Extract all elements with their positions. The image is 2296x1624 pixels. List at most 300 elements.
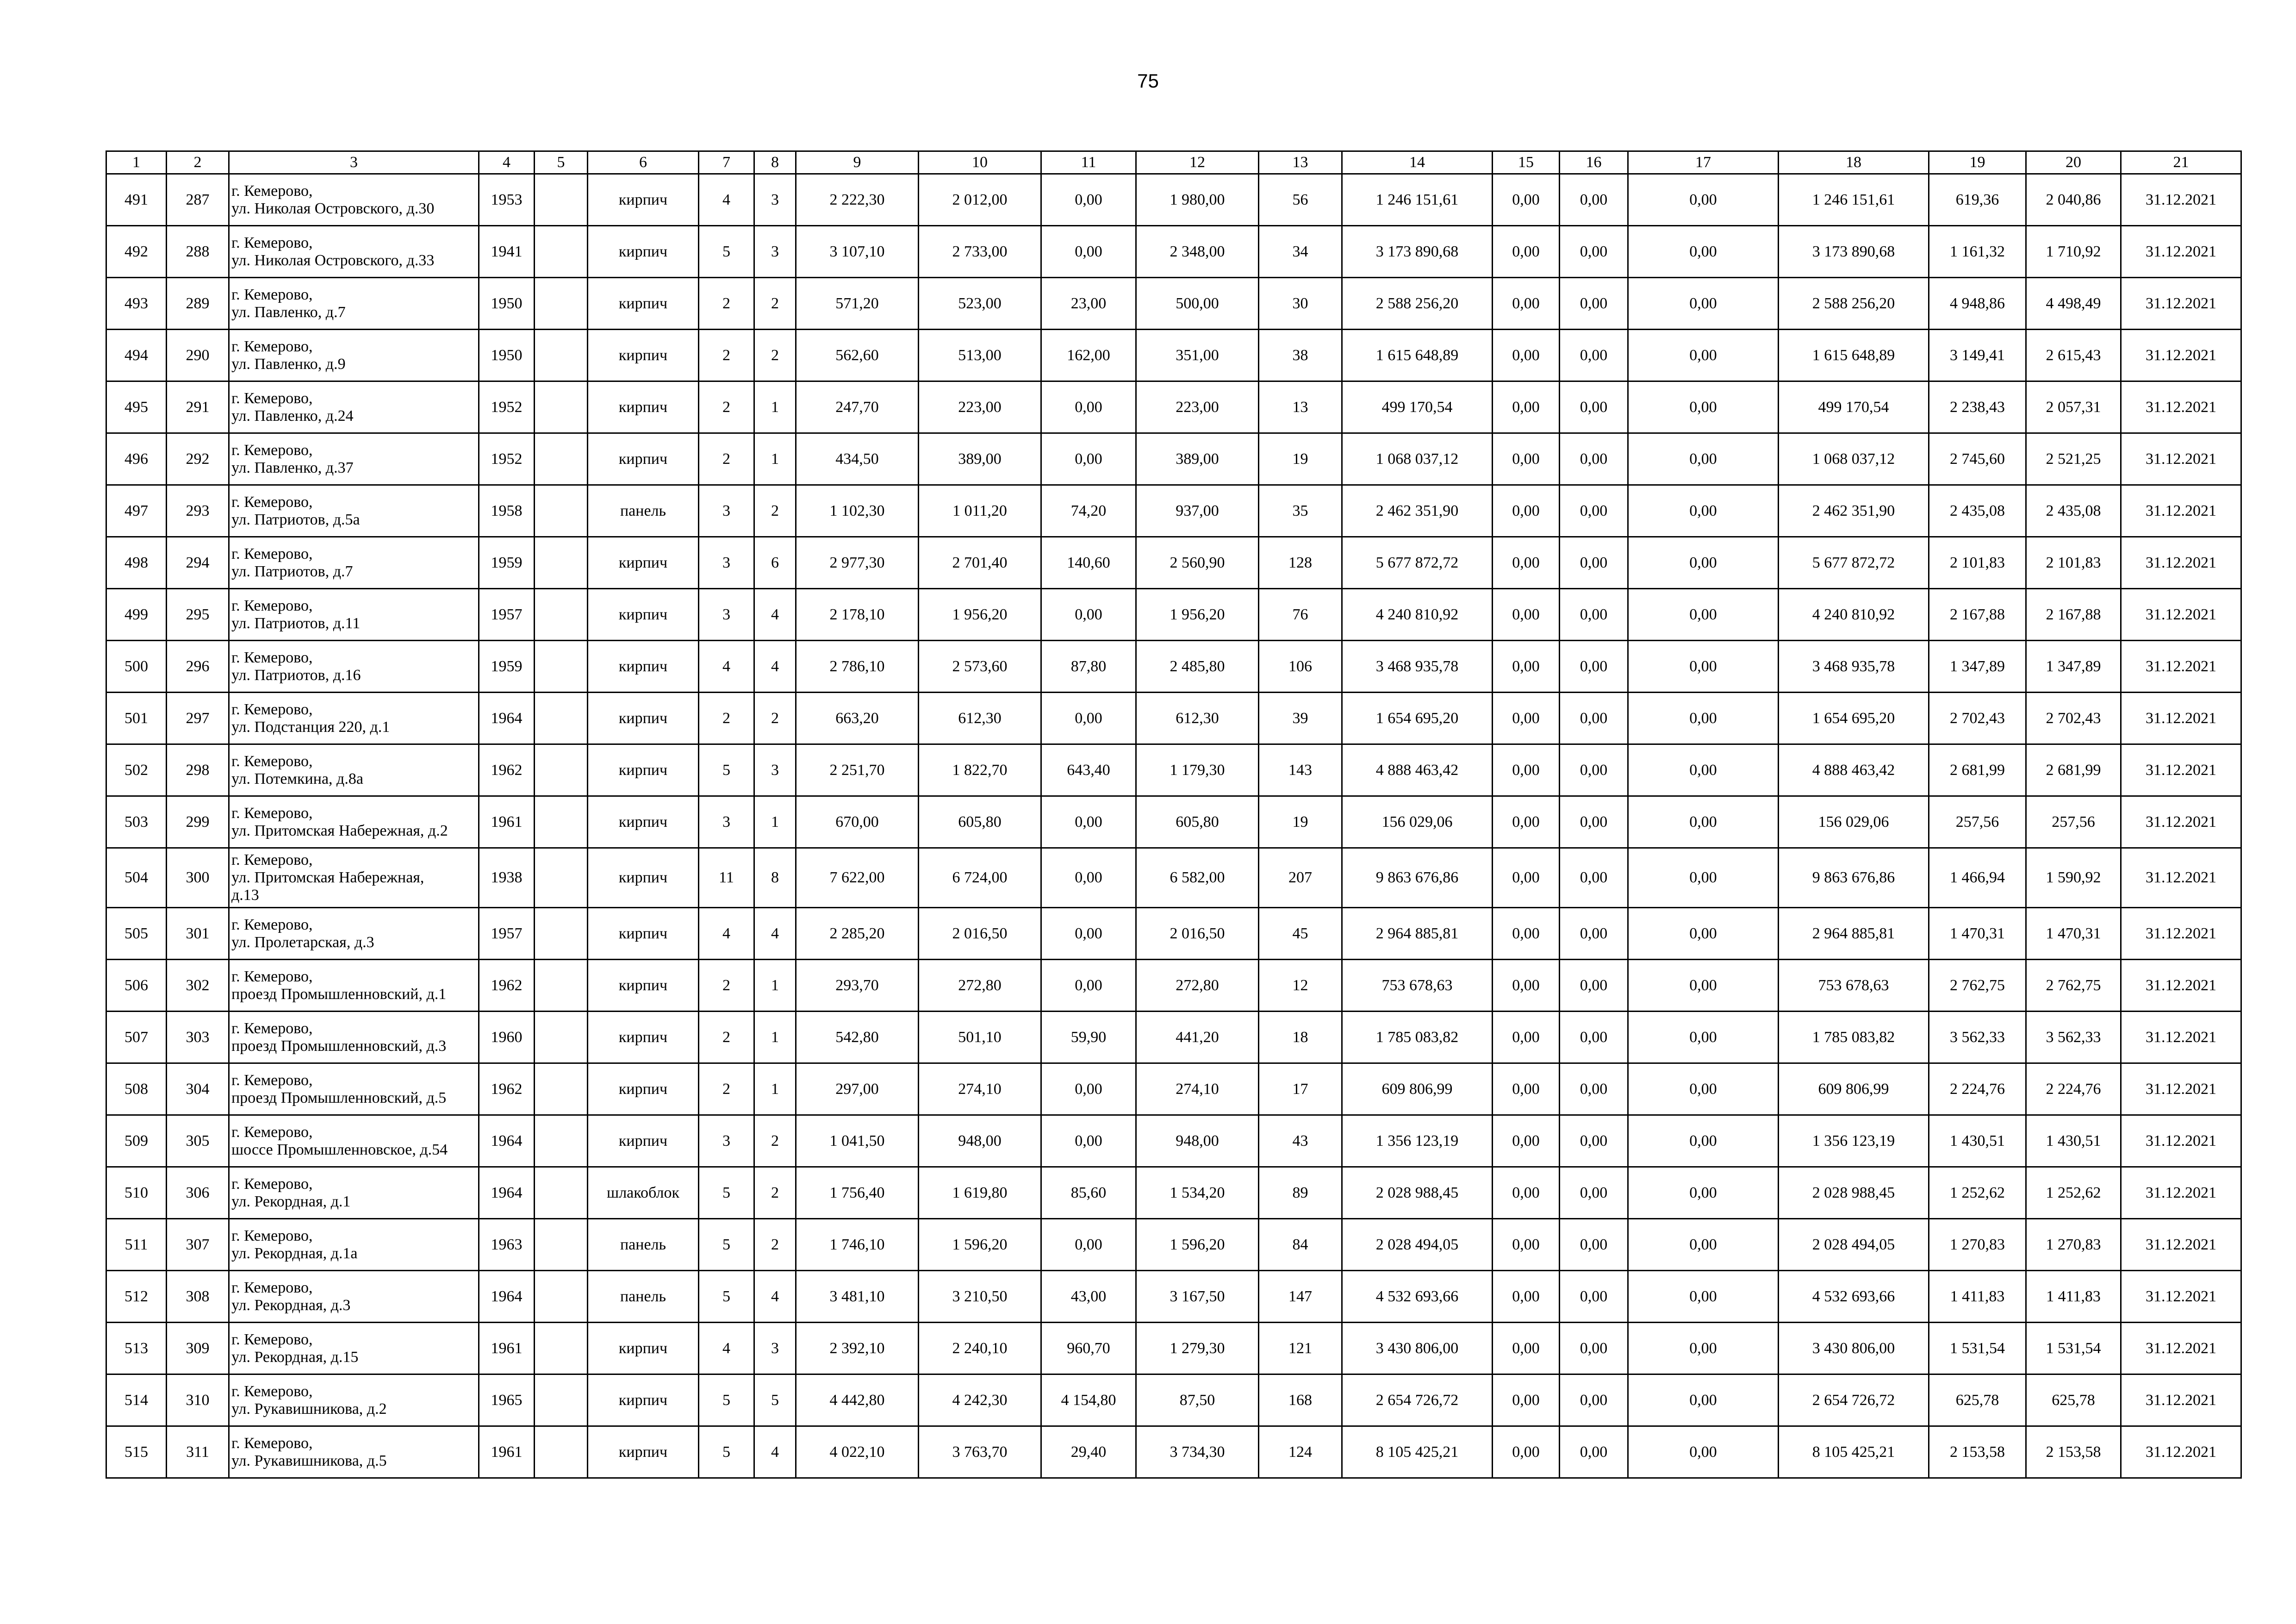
cell-col-8: 2 xyxy=(754,1167,796,1219)
cell-col-11: 85,60 xyxy=(1041,1167,1136,1219)
cell-col-17: 0,00 xyxy=(1628,848,1779,908)
cell-col-21: 31.12.2021 xyxy=(2121,433,2241,485)
cell-col-4: 1964 xyxy=(479,1167,535,1219)
cell-col-9: 1 041,50 xyxy=(796,1115,919,1167)
address-line: ул. Рукавишникова, д.2 xyxy=(231,1400,387,1418)
cell-col-5 xyxy=(535,1323,588,1374)
cell-col-8: 4 xyxy=(754,1271,796,1323)
address-line: ул. Патриотов, д.16 xyxy=(231,666,361,684)
table-row xyxy=(106,693,2241,744)
cell-col-7: 2 xyxy=(699,433,754,485)
column-header-15: 15 xyxy=(1493,151,1560,174)
cell-col-10: 274,10 xyxy=(919,1063,1041,1115)
address-line: г. Кемерово, xyxy=(231,1019,313,1037)
cell-col-1: 514 xyxy=(106,1374,167,1426)
cell-col-20: 2 702,43 xyxy=(2026,693,2121,744)
table-row xyxy=(106,381,2241,433)
cell-col-13: 56 xyxy=(1259,174,1342,226)
cell-col-1: 501 xyxy=(106,693,167,744)
cell-col-4: 1953 xyxy=(479,174,535,226)
cell-col-20: 2 615,43 xyxy=(2026,330,2121,381)
cell-col-9: 2 222,30 xyxy=(796,174,919,226)
address-line: д.13 xyxy=(231,887,259,904)
address-line: проезд Промышленновский, д.5 xyxy=(231,1089,447,1106)
cell-col-12: 2 016,50 xyxy=(1136,908,1259,960)
cell-col-14: 156 029,06 xyxy=(1342,796,1493,848)
cell-col-7: 2 xyxy=(699,1012,754,1063)
cell-col-9: 247,70 xyxy=(796,381,919,433)
cell-col-1: 496 xyxy=(106,433,167,485)
cell-col-9: 1 756,40 xyxy=(796,1167,919,1219)
cell-col-17: 0,00 xyxy=(1628,226,1779,278)
address-line: г. Кемерово, xyxy=(231,968,313,985)
address-cell xyxy=(229,174,479,226)
cell-col-15: 0,00 xyxy=(1493,537,1560,589)
cell-col-1: 497 xyxy=(106,485,167,537)
cell-col-6: кирпич xyxy=(588,1115,699,1167)
cell-col-11: 0,00 xyxy=(1041,174,1136,226)
cell-col-7: 2 xyxy=(699,330,754,381)
cell-col-9: 4 442,80 xyxy=(796,1374,919,1426)
address-cell xyxy=(229,641,479,693)
cell-col-21: 31.12.2021 xyxy=(2121,174,2241,226)
cell-col-19: 2 762,75 xyxy=(1929,960,2026,1012)
cell-col-1: 507 xyxy=(106,1012,167,1063)
column-header-19: 19 xyxy=(1929,151,2026,174)
cell-col-13: 43 xyxy=(1259,1115,1342,1167)
cell-col-4: 1961 xyxy=(479,1426,535,1478)
table-row xyxy=(106,908,2241,960)
cell-col-16: 0,00 xyxy=(1560,1012,1628,1063)
address-line: шоссе Промышленновское, д.54 xyxy=(231,1141,448,1158)
address-line: г. Кемерово, xyxy=(231,234,313,251)
cell-col-2: 295 xyxy=(167,589,229,641)
cell-col-19: 3 562,33 xyxy=(1929,1012,2026,1063)
cell-col-9: 434,50 xyxy=(796,433,919,485)
column-header-13: 13 xyxy=(1259,151,1342,174)
cell-col-15: 0,00 xyxy=(1493,1374,1560,1426)
cell-col-15: 0,00 xyxy=(1493,1012,1560,1063)
address-cell xyxy=(229,796,479,848)
cell-col-13: 124 xyxy=(1259,1426,1342,1478)
address-cell xyxy=(229,485,479,537)
cell-col-12: 1 980,00 xyxy=(1136,174,1259,226)
cell-col-2: 300 xyxy=(167,848,229,908)
cell-col-13: 168 xyxy=(1259,1374,1342,1426)
cell-col-1: 504 xyxy=(106,848,167,908)
cell-col-5 xyxy=(535,960,588,1012)
column-header-3: 3 xyxy=(229,151,479,174)
cell-col-11: 74,20 xyxy=(1041,485,1136,537)
cell-col-2: 288 xyxy=(167,226,229,278)
cell-col-12: 1 534,20 xyxy=(1136,1167,1259,1219)
cell-col-10: 2 240,10 xyxy=(919,1323,1041,1374)
cell-col-7: 3 xyxy=(699,537,754,589)
cell-col-17: 0,00 xyxy=(1628,1323,1779,1374)
table-row xyxy=(106,1219,2241,1271)
cell-col-7: 2 xyxy=(699,960,754,1012)
cell-col-19: 4 948,86 xyxy=(1929,278,2026,330)
cell-col-11: 23,00 xyxy=(1041,278,1136,330)
cell-col-17: 0,00 xyxy=(1628,960,1779,1012)
cell-col-18: 2 588 256,20 xyxy=(1779,278,1929,330)
cell-col-21: 31.12.2021 xyxy=(2121,641,2241,693)
cell-col-12: 3 167,50 xyxy=(1136,1271,1259,1323)
cell-col-14: 2 462 351,90 xyxy=(1342,485,1493,537)
cell-col-13: 84 xyxy=(1259,1219,1342,1271)
cell-col-4: 1962 xyxy=(479,744,535,796)
cell-col-18: 4 240 810,92 xyxy=(1779,589,1929,641)
cell-col-16: 0,00 xyxy=(1560,641,1628,693)
cell-col-4: 1962 xyxy=(479,960,535,1012)
address-line: ул. Николая Островского, д.30 xyxy=(231,200,435,217)
cell-col-16: 0,00 xyxy=(1560,848,1628,908)
cell-col-9: 4 022,10 xyxy=(796,1426,919,1478)
address-cell xyxy=(229,1426,479,1478)
cell-col-14: 5 677 872,72 xyxy=(1342,537,1493,589)
address-line: ул. Подстанция 220, д.1 xyxy=(231,718,390,736)
cell-col-10: 6 724,00 xyxy=(919,848,1041,908)
cell-col-5 xyxy=(535,1063,588,1115)
cell-col-21: 31.12.2021 xyxy=(2121,485,2241,537)
table-row xyxy=(106,537,2241,589)
address-cell xyxy=(229,278,479,330)
cell-col-16: 0,00 xyxy=(1560,744,1628,796)
cell-col-6: кирпич xyxy=(588,1063,699,1115)
cell-col-6: панель xyxy=(588,1219,699,1271)
cell-col-6: кирпич xyxy=(588,278,699,330)
table-row xyxy=(106,330,2241,381)
cell-col-11: 643,40 xyxy=(1041,744,1136,796)
cell-col-6: кирпич xyxy=(588,1374,699,1426)
address-line: г. Кемерово, xyxy=(231,1123,313,1141)
table-row xyxy=(106,1271,2241,1323)
address-line: ул. Николая Островского, д.33 xyxy=(231,251,435,269)
address-line: г. Кемерово, xyxy=(231,1175,313,1193)
column-header-18: 18 xyxy=(1779,151,1929,174)
cell-col-7: 3 xyxy=(699,1115,754,1167)
cell-col-19: 2 435,08 xyxy=(1929,485,2026,537)
cell-col-6: кирпич xyxy=(588,796,699,848)
cell-col-9: 1 102,30 xyxy=(796,485,919,537)
cell-col-9: 663,20 xyxy=(796,693,919,744)
cell-col-4: 1941 xyxy=(479,226,535,278)
cell-col-12: 2 348,00 xyxy=(1136,226,1259,278)
cell-col-2: 306 xyxy=(167,1167,229,1219)
address-cell xyxy=(229,1167,479,1219)
cell-col-8: 2 xyxy=(754,330,796,381)
cell-col-4: 1961 xyxy=(479,796,535,848)
cell-col-8: 3 xyxy=(754,226,796,278)
cell-col-5 xyxy=(535,485,588,537)
cell-col-19: 2 681,99 xyxy=(1929,744,2026,796)
cell-col-19: 1 470,31 xyxy=(1929,908,2026,960)
cell-col-11: 0,00 xyxy=(1041,589,1136,641)
cell-col-21: 31.12.2021 xyxy=(2121,744,2241,796)
cell-col-16: 0,00 xyxy=(1560,226,1628,278)
address-line: г. Кемерово, xyxy=(231,1382,313,1400)
cell-col-10: 612,30 xyxy=(919,693,1041,744)
cell-col-19: 257,56 xyxy=(1929,796,2026,848)
cell-col-5 xyxy=(535,433,588,485)
cell-col-12: 500,00 xyxy=(1136,278,1259,330)
column-header-17: 17 xyxy=(1628,151,1779,174)
cell-col-19: 2 702,43 xyxy=(1929,693,2026,744)
cell-col-5 xyxy=(535,381,588,433)
cell-col-4: 1958 xyxy=(479,485,535,537)
cell-col-16: 0,00 xyxy=(1560,1167,1628,1219)
cell-col-12: 605,80 xyxy=(1136,796,1259,848)
cell-col-15: 0,00 xyxy=(1493,693,1560,744)
cell-col-1: 502 xyxy=(106,744,167,796)
cell-col-20: 1 531,54 xyxy=(2026,1323,2121,1374)
cell-col-1: 513 xyxy=(106,1323,167,1374)
table-row xyxy=(106,485,2241,537)
cell-col-1: 503 xyxy=(106,796,167,848)
cell-col-2: 299 xyxy=(167,796,229,848)
cell-col-12: 351,00 xyxy=(1136,330,1259,381)
cell-col-12: 1 179,30 xyxy=(1136,744,1259,796)
cell-col-16: 0,00 xyxy=(1560,908,1628,960)
cell-col-6: кирпич xyxy=(588,693,699,744)
cell-col-13: 18 xyxy=(1259,1012,1342,1063)
cell-col-15: 0,00 xyxy=(1493,796,1560,848)
cell-col-2: 309 xyxy=(167,1323,229,1374)
column-header-8: 8 xyxy=(754,151,796,174)
cell-col-20: 4 498,49 xyxy=(2026,278,2121,330)
cell-col-18: 2 964 885,81 xyxy=(1779,908,1929,960)
table-row xyxy=(106,1323,2241,1374)
cell-col-15: 0,00 xyxy=(1493,330,1560,381)
cell-col-5 xyxy=(535,641,588,693)
cell-col-12: 1 279,30 xyxy=(1136,1323,1259,1374)
cell-col-17: 0,00 xyxy=(1628,1063,1779,1115)
cell-col-18: 2 028 988,45 xyxy=(1779,1167,1929,1219)
cell-col-9: 542,80 xyxy=(796,1012,919,1063)
address-line: ул. Рекордная, д.15 xyxy=(231,1348,359,1366)
cell-col-11: 140,60 xyxy=(1041,537,1136,589)
cell-col-19: 2 224,76 xyxy=(1929,1063,2026,1115)
address-line: г. Кемерово, xyxy=(231,1434,313,1452)
address-cell xyxy=(229,330,479,381)
cell-col-11: 0,00 xyxy=(1041,796,1136,848)
cell-col-8: 4 xyxy=(754,908,796,960)
cell-col-10: 1 619,80 xyxy=(919,1167,1041,1219)
cell-col-1: 508 xyxy=(106,1063,167,1115)
cell-col-18: 1 356 123,19 xyxy=(1779,1115,1929,1167)
cell-col-12: 2 560,90 xyxy=(1136,537,1259,589)
address-line: г. Кемерово, xyxy=(231,389,313,407)
cell-col-13: 76 xyxy=(1259,589,1342,641)
cell-col-1: 512 xyxy=(106,1271,167,1323)
cell-col-9: 571,20 xyxy=(796,278,919,330)
cell-col-1: 499 xyxy=(106,589,167,641)
cell-col-8: 4 xyxy=(754,1426,796,1478)
cell-col-10: 3 763,70 xyxy=(919,1426,1041,1478)
cell-col-10: 223,00 xyxy=(919,381,1041,433)
cell-col-2: 298 xyxy=(167,744,229,796)
cell-col-19: 2 167,88 xyxy=(1929,589,2026,641)
address-cell xyxy=(229,1374,479,1426)
cell-col-16: 0,00 xyxy=(1560,433,1628,485)
cell-col-2: 311 xyxy=(167,1426,229,1478)
cell-col-15: 0,00 xyxy=(1493,641,1560,693)
cell-col-4: 1961 xyxy=(479,1323,535,1374)
cell-col-20: 2 101,83 xyxy=(2026,537,2121,589)
address-line: ул. Павленко, д.9 xyxy=(231,355,346,373)
cell-col-2: 291 xyxy=(167,381,229,433)
cell-col-11: 0,00 xyxy=(1041,433,1136,485)
cell-col-11: 0,00 xyxy=(1041,381,1136,433)
cell-col-7: 4 xyxy=(699,641,754,693)
cell-col-15: 0,00 xyxy=(1493,174,1560,226)
cell-col-2: 296 xyxy=(167,641,229,693)
cell-col-19: 1 466,94 xyxy=(1929,848,2026,908)
column-header-10: 10 xyxy=(919,151,1041,174)
cell-col-7: 5 xyxy=(699,226,754,278)
cell-col-17: 0,00 xyxy=(1628,174,1779,226)
cell-col-14: 3 430 806,00 xyxy=(1342,1323,1493,1374)
cell-col-20: 2 435,08 xyxy=(2026,485,2121,537)
address-cell xyxy=(229,589,479,641)
column-header-20: 20 xyxy=(2026,151,2121,174)
cell-col-5 xyxy=(535,1219,588,1271)
cell-col-17: 0,00 xyxy=(1628,796,1779,848)
cell-col-21: 31.12.2021 xyxy=(2121,693,2241,744)
cell-col-7: 4 xyxy=(699,908,754,960)
address-cell xyxy=(229,1271,479,1323)
cell-col-20: 1 347,89 xyxy=(2026,641,2121,693)
cell-col-10: 272,80 xyxy=(919,960,1041,1012)
cell-col-17: 0,00 xyxy=(1628,693,1779,744)
cell-col-21: 31.12.2021 xyxy=(2121,1271,2241,1323)
cell-col-6: кирпич xyxy=(588,433,699,485)
cell-col-18: 9 863 676,86 xyxy=(1779,848,1929,908)
table-row xyxy=(106,744,2241,796)
cell-col-12: 3 734,30 xyxy=(1136,1426,1259,1478)
cell-col-8: 6 xyxy=(754,537,796,589)
cell-col-15: 0,00 xyxy=(1493,1063,1560,1115)
cell-col-13: 121 xyxy=(1259,1323,1342,1374)
cell-col-10: 1 596,20 xyxy=(919,1219,1041,1271)
cell-col-2: 310 xyxy=(167,1374,229,1426)
cell-col-14: 4 888 463,42 xyxy=(1342,744,1493,796)
cell-col-16: 0,00 xyxy=(1560,1219,1628,1271)
cell-col-14: 4 532 693,66 xyxy=(1342,1271,1493,1323)
cell-col-13: 13 xyxy=(1259,381,1342,433)
address-line: г. Кемерово, xyxy=(231,1279,313,1296)
cell-col-10: 2 016,50 xyxy=(919,908,1041,960)
cell-col-7: 5 xyxy=(699,1219,754,1271)
cell-col-7: 4 xyxy=(699,174,754,226)
cell-col-9: 670,00 xyxy=(796,796,919,848)
address-cell xyxy=(229,1323,479,1374)
cell-col-11: 0,00 xyxy=(1041,908,1136,960)
cell-col-9: 293,70 xyxy=(796,960,919,1012)
cell-col-15: 0,00 xyxy=(1493,1219,1560,1271)
cell-col-2: 303 xyxy=(167,1012,229,1063)
cell-col-9: 3 481,10 xyxy=(796,1271,919,1323)
cell-col-1: 511 xyxy=(106,1219,167,1271)
cell-col-20: 1 270,83 xyxy=(2026,1219,2121,1271)
cell-col-4: 1962 xyxy=(479,1063,535,1115)
cell-col-1: 500 xyxy=(106,641,167,693)
cell-col-5 xyxy=(535,1426,588,1478)
address-line: г. Кемерово, xyxy=(231,286,313,303)
address-cell xyxy=(229,1219,479,1271)
address-line: ул. Патриотов, д.11 xyxy=(231,614,361,632)
cell-col-7: 5 xyxy=(699,1374,754,1426)
cell-col-16: 0,00 xyxy=(1560,796,1628,848)
address-cell xyxy=(229,537,479,589)
cell-col-6: кирпич xyxy=(588,381,699,433)
cell-col-16: 0,00 xyxy=(1560,589,1628,641)
cell-col-14: 609 806,99 xyxy=(1342,1063,1493,1115)
cell-col-12: 937,00 xyxy=(1136,485,1259,537)
cell-col-4: 1959 xyxy=(479,537,535,589)
column-number-row xyxy=(106,151,2241,174)
cell-col-1: 515 xyxy=(106,1426,167,1478)
cell-col-12: 1 956,20 xyxy=(1136,589,1259,641)
cell-col-4: 1959 xyxy=(479,641,535,693)
cell-col-5 xyxy=(535,908,588,960)
cell-col-2: 308 xyxy=(167,1271,229,1323)
cell-col-16: 0,00 xyxy=(1560,1374,1628,1426)
cell-col-9: 2 977,30 xyxy=(796,537,919,589)
table-row xyxy=(106,1374,2241,1426)
cell-col-17: 0,00 xyxy=(1628,1271,1779,1323)
cell-col-10: 2 573,60 xyxy=(919,641,1041,693)
address-cell xyxy=(229,1012,479,1063)
address-cell xyxy=(229,848,479,908)
cell-col-21: 31.12.2021 xyxy=(2121,908,2241,960)
cell-col-15: 0,00 xyxy=(1493,744,1560,796)
cell-col-2: 307 xyxy=(167,1219,229,1271)
column-header-9: 9 xyxy=(796,151,919,174)
cell-col-11: 0,00 xyxy=(1041,226,1136,278)
address-line: г. Кемерово, xyxy=(231,700,313,718)
cell-col-19: 2 101,83 xyxy=(1929,537,2026,589)
address-cell xyxy=(229,1115,479,1167)
cell-col-5 xyxy=(535,330,588,381)
cell-col-5 xyxy=(535,744,588,796)
cell-col-4: 1957 xyxy=(479,908,535,960)
cell-col-16: 0,00 xyxy=(1560,960,1628,1012)
cell-col-16: 0,00 xyxy=(1560,693,1628,744)
cell-col-11: 162,00 xyxy=(1041,330,1136,381)
address-line: г. Кемерово, xyxy=(231,1330,313,1348)
column-header-14: 14 xyxy=(1342,151,1493,174)
table-row xyxy=(106,174,2241,226)
page-number: 75 xyxy=(1137,70,1159,92)
cell-col-7: 4 xyxy=(699,1323,754,1374)
cell-col-1: 498 xyxy=(106,537,167,589)
cell-col-17: 0,00 xyxy=(1628,537,1779,589)
cell-col-21: 31.12.2021 xyxy=(2121,1374,2241,1426)
cell-col-17: 0,00 xyxy=(1628,744,1779,796)
address-line: ул. Патриотов, д.5а xyxy=(231,511,360,528)
cell-col-10: 501,10 xyxy=(919,1012,1041,1063)
cell-col-2: 293 xyxy=(167,485,229,537)
cell-col-12: 6 582,00 xyxy=(1136,848,1259,908)
cell-col-11: 0,00 xyxy=(1041,848,1136,908)
cell-col-12: 948,00 xyxy=(1136,1115,1259,1167)
cell-col-18: 1 785 083,82 xyxy=(1779,1012,1929,1063)
table-row xyxy=(106,960,2241,1012)
cell-col-16: 0,00 xyxy=(1560,381,1628,433)
cell-col-14: 3 468 935,78 xyxy=(1342,641,1493,693)
column-header-21: 21 xyxy=(2121,151,2241,174)
